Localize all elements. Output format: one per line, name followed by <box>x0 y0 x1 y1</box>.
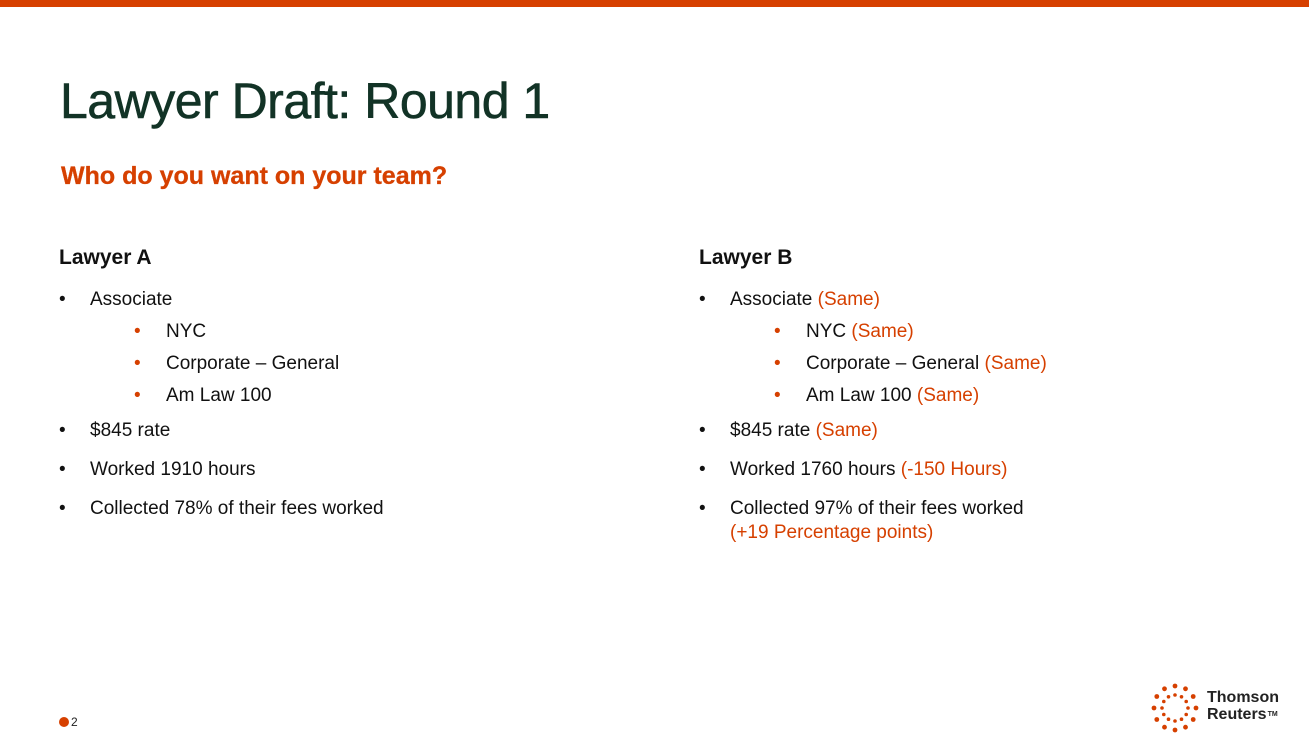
lawyer-a-location: NYC <box>166 321 207 342</box>
lawyer-b-sub-item <box>730 320 1258 344</box>
lawyer-a-rate-item <box>58 419 618 443</box>
bullet-icon: • <box>59 498 66 519</box>
slide-title: Lawyer Draft: Round 1 <box>60 73 550 129</box>
lawyer-a-column <box>58 246 618 536</box>
top-accent-bar <box>0 0 1309 7</box>
lawyer-b-column <box>698 246 1258 560</box>
bullet-icon: • <box>774 353 781 374</box>
lawyer-b-heading: Lawyer B <box>699 246 793 269</box>
lawyer-a-practice: Corporate – General <box>166 353 340 374</box>
lawyer-a-sub-item <box>90 352 618 376</box>
lawyer-b-sub-item <box>730 352 1258 376</box>
lawyer-a-firm-tier: Am Law 100 <box>166 385 272 406</box>
bullet-icon: • <box>134 385 141 406</box>
bullet-icon: • <box>59 459 66 480</box>
logo-wordmark <box>1207 689 1279 723</box>
lawyer-a-hours: Worked 1910 hours <box>90 459 256 480</box>
lawyer-b-practice: Corporate – General <box>806 353 980 374</box>
lawyer-a-heading: Lawyer A <box>59 246 152 269</box>
lawyer-b-rate-item <box>698 419 1258 443</box>
page-number: 2 <box>71 715 78 729</box>
lawyer-b-location: NYC <box>806 321 847 342</box>
lawyer-b-hours-note: (-150 Hours) <box>900 459 1008 480</box>
lawyer-b-role: Associate <box>730 289 813 310</box>
thomson-reuters-logo <box>1150 683 1300 733</box>
bullet-icon: • <box>699 420 706 441</box>
lawyer-b-collected-item <box>698 497 1258 545</box>
lawyer-b-firm-tier-note: (Same) <box>916 385 980 406</box>
lawyer-b-role-item <box>698 288 1258 408</box>
slide-subtitle: Who do you want on your team? <box>61 162 448 190</box>
lawyer-b-practice-note: (Same) <box>984 353 1047 374</box>
bullet-icon: • <box>699 289 706 310</box>
lawyer-a-role-item <box>58 288 618 408</box>
bullet-icon: • <box>134 353 141 374</box>
lawyer-b-collected: Collected 97% of their fees worked <box>730 498 1024 519</box>
bullet-icon: • <box>774 385 781 406</box>
lawyer-b-firm-tier: Am Law 100 <box>806 385 912 406</box>
logo-line-2-text: Reuters <box>1207 706 1267 723</box>
lawyer-a-sub-item <box>90 384 618 408</box>
lawyer-b-collected-note: (+19 Percentage points) <box>730 522 934 543</box>
lawyer-b-sub-item <box>730 384 1258 408</box>
bullet-icon: • <box>59 420 66 441</box>
lawyer-b-list <box>698 288 1258 545</box>
lawyer-a-hours-item <box>58 458 618 482</box>
lawyer-b-sublist <box>730 320 1258 408</box>
lawyer-a-role: Associate <box>90 289 173 310</box>
bullet-icon: • <box>59 289 66 310</box>
bullet-icon: • <box>699 459 706 480</box>
lawyer-b-hours-item <box>698 458 1258 482</box>
lawyer-a-sub-item <box>90 320 618 344</box>
lawyer-a-collected: Collected 78% of their fees worked <box>90 498 384 519</box>
trademark-mark: TM <box>1267 711 1278 718</box>
lawyer-b-location-note: (Same) <box>851 321 914 342</box>
bullet-icon: • <box>699 498 706 519</box>
lawyer-b-rate: $845 rate <box>730 420 811 441</box>
logo-line-1: Thomson <box>1207 689 1279 706</box>
lawyer-b-rate-note: (Same) <box>815 420 878 441</box>
logo-line-2 <box>1207 706 1279 723</box>
thomson-reuters-dots-icon <box>1150 683 1200 733</box>
lawyer-a-collected-item <box>58 497 618 521</box>
bullet-icon: • <box>774 321 781 342</box>
lawyer-a-sublist <box>90 320 618 408</box>
page-indicator-dot <box>59 717 69 727</box>
lawyer-a-rate: $845 rate <box>90 420 171 441</box>
lawyer-b-hours: Worked 1760 hours <box>730 459 896 480</box>
bullet-icon: • <box>134 321 141 342</box>
lawyer-b-role-note: (Same) <box>817 289 880 310</box>
lawyer-a-list <box>58 288 618 521</box>
